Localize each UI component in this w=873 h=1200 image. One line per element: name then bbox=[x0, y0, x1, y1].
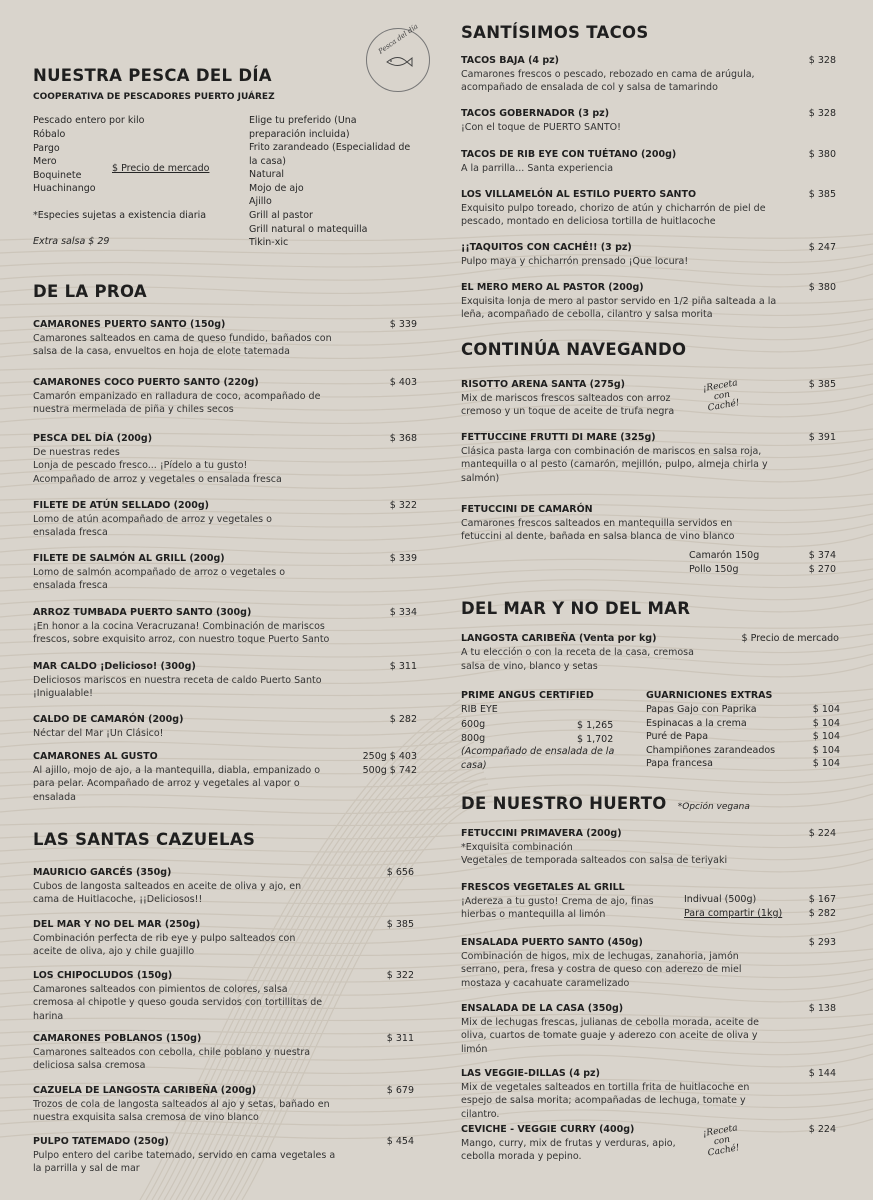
item-desc: ¡Con el toque de PUERTO SANTO! bbox=[461, 121, 621, 133]
menu-item bbox=[33, 1084, 419, 1125]
item-desc: Néctar del Mar ¡Un Clásico! bbox=[33, 727, 164, 739]
menu-item bbox=[461, 503, 846, 544]
menu-item bbox=[33, 713, 419, 740]
navegando-title: CONTINÚA NAVEGANDO bbox=[461, 340, 687, 359]
menu-item bbox=[461, 1067, 846, 1121]
item-desc: Combinación perfecta de rib eye y pulpo salteados con aceite de oliva, ajo y chile guajillo bbox=[33, 932, 296, 958]
item-name: FILETE DE ATÚN SELLADO (200g) bbox=[33, 500, 209, 511]
item-name: DEL MAR Y NO DEL MAR (250g) bbox=[33, 919, 201, 930]
item-price: $ 385 bbox=[808, 379, 836, 390]
item-name: CAMARONES POBLANOS (150g) bbox=[33, 1033, 202, 1044]
item-price: $ 339 bbox=[389, 553, 417, 564]
item-price: $ 391 bbox=[808, 432, 836, 443]
item-desc: Camarón empanizado en ralladura de coco, acompañado de nuestra mermelada de piña y chiles secos bbox=[33, 390, 321, 416]
item-desc: Exquisita lonja de mero al pastor servido en 1/2 piña salteada a la leña, acompañado de cebolla, cilantro y salsa morita bbox=[461, 295, 777, 321]
item-price: $ 293 bbox=[808, 937, 836, 948]
proa-section bbox=[33, 282, 419, 301]
prep-item: Grill al pastor bbox=[249, 209, 313, 221]
item-price: $ 656 bbox=[386, 867, 414, 878]
langosta-name: LANGOSTA CARIBEÑA (Venta por kg) bbox=[461, 633, 657, 644]
pesca-subtitle: COOPERATIVA DE PESCADORES PUERTO JUÁREZ bbox=[33, 92, 275, 102]
item-name: LOS CHIPOCLUDOS (150g) bbox=[33, 970, 173, 981]
item-price: $ 311 bbox=[386, 1033, 414, 1044]
huerto-section bbox=[461, 794, 846, 813]
guarn-label: Papa francesa bbox=[646, 758, 713, 770]
prime-600-price: $ 1,265 bbox=[577, 720, 614, 731]
item-desc: Mix de lechugas frescas, julianas de cebolla morada, aceite de oliva, cuartos de tomate guaje y aderezo con aceite de oliva y limón bbox=[461, 1016, 759, 1055]
item-name: TACOS BAJA (4 pz) bbox=[461, 55, 560, 66]
item-name: FRESCOS VEGETALES AL GRILL bbox=[461, 882, 625, 893]
prep-item: Grill natural o matequilla bbox=[249, 223, 368, 235]
item-desc: Exquisito pulpo toreado, chorizo de atún y chicharrón de piel de pescado, montado en deliciosa tortilla de huitlacoche bbox=[461, 202, 766, 228]
menu-item bbox=[33, 969, 419, 1023]
receta-handnote-2: ¡Receta con Caché! bbox=[702, 1123, 741, 1159]
item-desc: Mix de mariscos frescos salteados con arroz cremoso y un toque de aceite de trufa negra bbox=[461, 392, 675, 418]
tacos-section bbox=[461, 23, 846, 42]
item-price: $ 328 bbox=[808, 108, 836, 119]
item-name: EL MERO MERO AL PASTOR (200g) bbox=[461, 282, 644, 293]
item-name: RISOTTO ARENA SANTA (275g) bbox=[461, 379, 625, 390]
item-price: $ 322 bbox=[389, 500, 417, 511]
menu-item bbox=[461, 936, 846, 990]
item-desc: Camarones salteados en cama de queso fundido, bañados con salsa de la casa, envueltos en hoja de elote tatemada bbox=[33, 332, 332, 358]
langosta-desc: A tu elección o con la receta de la casa, cremosa salsa de vino, blanco y setas bbox=[461, 647, 694, 672]
item-price: $ 368 bbox=[389, 433, 417, 444]
cazuelas-title: LAS SANTAS CAZUELAS bbox=[33, 830, 256, 849]
prime-800-label: 800g bbox=[461, 733, 486, 744]
item-desc: Pulpo maya y chicharrón prensado ¡Que locura! bbox=[461, 255, 689, 267]
prep-item: Mojo de ajo bbox=[249, 182, 304, 194]
guarn-title: GUARNICIONES EXTRAS bbox=[646, 690, 773, 701]
vegan-note: *Opción vegana bbox=[677, 802, 750, 812]
item-name: CAMARONES PUERTO SANTO (150g) bbox=[33, 319, 226, 330]
item-desc: Mix de vegetales salteados en tortilla frita de huitlacoche en espejo de salsa morita; acompañadas de lechuga, tomate y cilantro. bbox=[461, 1081, 750, 1120]
prep-item: Frito zarandeado (Especialidad de la casa) bbox=[249, 142, 411, 167]
species-note: *Especies sujetas a existencia diaria bbox=[33, 210, 207, 221]
item-price: $ 454 bbox=[386, 1136, 414, 1147]
prime-600-label: 600g bbox=[461, 719, 486, 730]
guarn-price: $ 104 bbox=[812, 717, 840, 729]
option-pollo-price: $ 270 bbox=[808, 564, 836, 575]
guarn-price: $ 104 bbox=[812, 704, 840, 715]
item-desc: De nuestras redes Lonja de pescado fresco... ¡Pídelo a tu gusto! Acompañado de arroz y vegetales o ensalada fresca bbox=[33, 446, 282, 485]
grill-indiv-label: Indivual (500g) bbox=[684, 894, 757, 905]
item-price: $ 328 bbox=[808, 55, 836, 66]
pesca-title: NUESTRA PESCA DEL DÍA bbox=[33, 66, 272, 85]
item-name: CAMARONES COCO PUERTO SANTO (220g) bbox=[33, 377, 259, 388]
menu-item bbox=[33, 499, 419, 540]
fish-item: Boquinete bbox=[33, 169, 82, 181]
item-name: ARROZ TUMBADA PUERTO SANTO (300g) bbox=[33, 607, 252, 618]
menu-item bbox=[461, 281, 846, 322]
menu-item bbox=[33, 318, 419, 359]
item-name: FETTUCCINE FRUTTI DI MARE (325g) bbox=[461, 432, 656, 443]
prime-800-price: $ 1,702 bbox=[577, 734, 614, 745]
prep-item: Natural bbox=[249, 169, 285, 181]
menu-item bbox=[33, 1032, 419, 1073]
item-name: CEVICHE - VEGGIE CURRY (400g) bbox=[461, 1124, 635, 1135]
prep-item: Tikin-xic bbox=[249, 237, 289, 249]
guarn-label: Papas Gajo con Paprika bbox=[646, 704, 757, 715]
item-price: $ 247 bbox=[808, 242, 836, 253]
menu-item bbox=[461, 107, 846, 134]
item-name: CAMARONES AL GUSTO bbox=[33, 751, 158, 762]
guarn-price: $ 104 bbox=[812, 744, 840, 756]
item-price: $ 224 bbox=[808, 828, 836, 839]
guarn-label: Espinacas a la crema bbox=[646, 717, 747, 729]
item-name: ENSALADA PUERTO SANTO (450g) bbox=[461, 937, 643, 948]
item-desc: Al ajillo, mojo de ajo, a la mantequilla, diabla, empanizado o para pelar. Acompañado de arroz y vegetales al vapor o ensalada bbox=[33, 764, 321, 803]
item-desc: Camarones salteados con cebolla, chile poblano y nuestra deliciosa salsa cremosa bbox=[33, 1046, 311, 1072]
item-price: $ 138 bbox=[808, 1003, 836, 1014]
menu-item bbox=[33, 432, 419, 486]
item-desc: Combinación de higos, mix de lechugas, zanahoria, jamón serrano, pera, fresa y costra de queso con aderezo de miel mostaza y cacahuate caramelizado bbox=[461, 950, 742, 989]
item-price: $ 380 bbox=[808, 149, 836, 160]
navegando-section bbox=[461, 340, 846, 359]
item-name: CAZUELA DE LANGOSTA CARIBEÑA (200g) bbox=[33, 1085, 257, 1096]
item-desc: Lomo de atún acompañado de arroz y vegetales o ensalada fresca bbox=[33, 513, 272, 539]
option-pollo-label: Pollo 150g bbox=[689, 564, 739, 575]
guarn-label: Puré de Papa bbox=[646, 731, 709, 743]
item-name: LOS VILLAMELÓN AL ESTILO PUERTO SANTO bbox=[461, 189, 697, 200]
item-price: $ 282 bbox=[389, 714, 417, 725]
huerto-title: DE NUESTRO HUERTO bbox=[461, 794, 667, 813]
cazuelas-section bbox=[33, 830, 419, 849]
item-price: $ 322 bbox=[386, 970, 414, 981]
guarn-label: Champiñones zarandeados bbox=[646, 744, 776, 756]
menu-item bbox=[461, 148, 846, 175]
fish-item: Mero bbox=[33, 156, 57, 168]
item-name: FETUCCINI DE CAMARÓN bbox=[461, 504, 593, 515]
fish-list bbox=[33, 128, 96, 196]
menu-item bbox=[461, 241, 846, 268]
prep-header: Elige tu preferido (Una preparación incluida) bbox=[249, 115, 357, 140]
item-price: $ 339 bbox=[389, 319, 417, 330]
item-name: FILETE DE SALMÓN AL GRILL (200g) bbox=[33, 553, 225, 564]
receta-handnote-1: ¡Receta con Caché! bbox=[702, 378, 741, 414]
menu-item bbox=[33, 376, 419, 417]
option-camaron-price: $ 374 bbox=[808, 550, 836, 561]
item-name: ENSALADA DE LA CASA (350g) bbox=[461, 1003, 624, 1014]
item-name: ¡¡TAQUITOS CON CACHÉ!! (3 pz) bbox=[461, 242, 632, 253]
pesca-section bbox=[33, 66, 419, 85]
market-price: $ Precio de mercado bbox=[112, 163, 210, 174]
menu-item bbox=[33, 1135, 419, 1176]
item-price: $ 334 bbox=[389, 607, 417, 618]
menu-item bbox=[461, 378, 846, 419]
item-price: $ 385 bbox=[808, 189, 836, 200]
item-name: LAS VEGGIE-DILLAS (4 pz) bbox=[461, 1068, 600, 1079]
item-desc: Mango, curry, mix de frutas y verduras, apio, cebolla morada y pepino. bbox=[461, 1137, 676, 1163]
item-name: TACOS GOBERNADOR (3 pz) bbox=[461, 108, 610, 119]
item-price: 250g $ 403 500g $ 742 bbox=[362, 751, 417, 776]
item-desc: Cubos de langosta salteados en aceite de oliva y ajo, en cama de Huitlacoche, ¡¡Deliciosos!! bbox=[33, 880, 302, 906]
item-desc: Camarones salteados con pimientos de colores, salsa cremosa al chipotle y queso gouda servidos con tortillitas de harina bbox=[33, 983, 323, 1022]
fish-header: Pescado entero por kilo bbox=[33, 115, 145, 126]
item-desc: *Exquisita combinación Vegetales de temporada salteados con salsa de teriyaki bbox=[461, 841, 728, 867]
item-name: PESCA DEL DÍA (200g) bbox=[33, 433, 153, 444]
item-desc: Pulpo entero del caribe tatemado, servido en cama vegetales a la parrilla y sal de mar bbox=[33, 1149, 336, 1175]
grill-compartir-price: $ 282 bbox=[808, 908, 836, 919]
item-name: PULPO TATEMADO (250g) bbox=[33, 1136, 169, 1147]
item-desc: Clásica pasta larga con combinación de mariscos en salsa roja, mantequilla o al pesto (camarón, mejillón, pulpo, almeja chirla y salmón) bbox=[461, 445, 768, 484]
menu-item bbox=[33, 866, 419, 907]
item-price: $ 311 bbox=[389, 661, 417, 672]
item-desc: Camarones frescos salteados en mantequilla servidos en fetuccini al dente, bañada en salsa blanca de vino blanco bbox=[461, 517, 735, 543]
delmar-title: DEL MAR Y NO DEL MAR bbox=[461, 599, 691, 618]
item-price: $ 403 bbox=[389, 377, 417, 388]
item-name: MAURICIO GARCÉS (350g) bbox=[33, 867, 172, 878]
item-desc: ¡En honor a la cocina Veracruzana! Combinación de mariscos frescos, sobre exquisito arroz, con nuestro toque Puerto Santo bbox=[33, 620, 330, 646]
menu-item bbox=[33, 606, 419, 647]
item-desc: A la parrilla... Santa experiencia bbox=[461, 162, 614, 174]
item-desc: Lomo de salmón acompañado de arroz o vegetales o ensalada fresca bbox=[33, 566, 286, 592]
item-price: $ 385 bbox=[386, 919, 414, 930]
guarn-price: $ 104 bbox=[812, 731, 840, 743]
fish-item: Róbalo bbox=[33, 129, 66, 140]
item-price: $ 144 bbox=[808, 1068, 836, 1079]
item-desc: Deliciosos mariscos en nuestra receta de caldo Puerto Santo ¡Inigualable! bbox=[33, 674, 322, 700]
prime-title: PRIME ANGUS CERTIFIED bbox=[461, 690, 594, 701]
grill-indiv-price: $ 167 bbox=[808, 894, 836, 905]
langosta-price: $ Precio de mercado bbox=[741, 633, 839, 644]
item-name: MAR CALDO ¡Delicioso! (300g) bbox=[33, 661, 196, 672]
item-name: TACOS DE RIB EYE CON TUÉTANO (200g) bbox=[461, 149, 677, 160]
fish-item: Pargo bbox=[33, 142, 60, 154]
proa-title: DE LA PROA bbox=[33, 282, 147, 301]
prime-sub: RIB EYE bbox=[461, 704, 498, 715]
item-price: $ 224 bbox=[808, 1124, 836, 1135]
menu-item bbox=[461, 188, 846, 229]
menu-item bbox=[461, 1002, 846, 1056]
menu-item bbox=[33, 918, 419, 959]
stamp-text: Pesca del día bbox=[376, 22, 420, 56]
menu-item bbox=[33, 750, 419, 804]
menu-item bbox=[33, 660, 419, 701]
prep-item: Ajillo bbox=[249, 196, 272, 208]
option-camaron-label: Camarón 150g bbox=[689, 550, 760, 561]
fish-item: Huachinango bbox=[33, 183, 96, 195]
delmar-section bbox=[461, 599, 846, 618]
item-name: CALDO DE CAMARÓN (200g) bbox=[33, 714, 184, 725]
menu-item bbox=[461, 881, 846, 922]
menu-item bbox=[33, 552, 419, 593]
menu-item bbox=[461, 54, 846, 95]
item-desc: Trozos de cola de langosta salteados al ajo y setas, bañado en nuestra exquisita salsa cremosa de vino blanco bbox=[33, 1098, 330, 1124]
tacos-title: SANTÍSIMOS TACOS bbox=[461, 23, 649, 42]
item-name: FETUCCINI PRIMAVERA (200g) bbox=[461, 828, 622, 839]
prep-list bbox=[249, 141, 415, 250]
menu-item bbox=[461, 431, 846, 485]
extra-salsa: Extra salsa $ 29 bbox=[33, 236, 110, 247]
item-desc: ¡Adereza a tu gusto! Crema de ajo, finas hierbas o mantequilla al limón bbox=[461, 895, 654, 921]
menu-item bbox=[461, 827, 846, 868]
guarn-price: $ 104 bbox=[812, 758, 840, 770]
item-price: $ 380 bbox=[808, 282, 836, 293]
item-desc: Camarones frescos o pescado, rebozado en cama de arúgula, acompañado de ensalada de col y salsa de tamarindo bbox=[461, 68, 755, 94]
menu-item bbox=[461, 1123, 846, 1164]
item-price: $ 679 bbox=[386, 1085, 414, 1096]
grill-compartir-label: Para compartir (1kg) bbox=[684, 908, 783, 919]
prime-note: (Acompañado de ensalada de la casa) bbox=[461, 746, 615, 771]
